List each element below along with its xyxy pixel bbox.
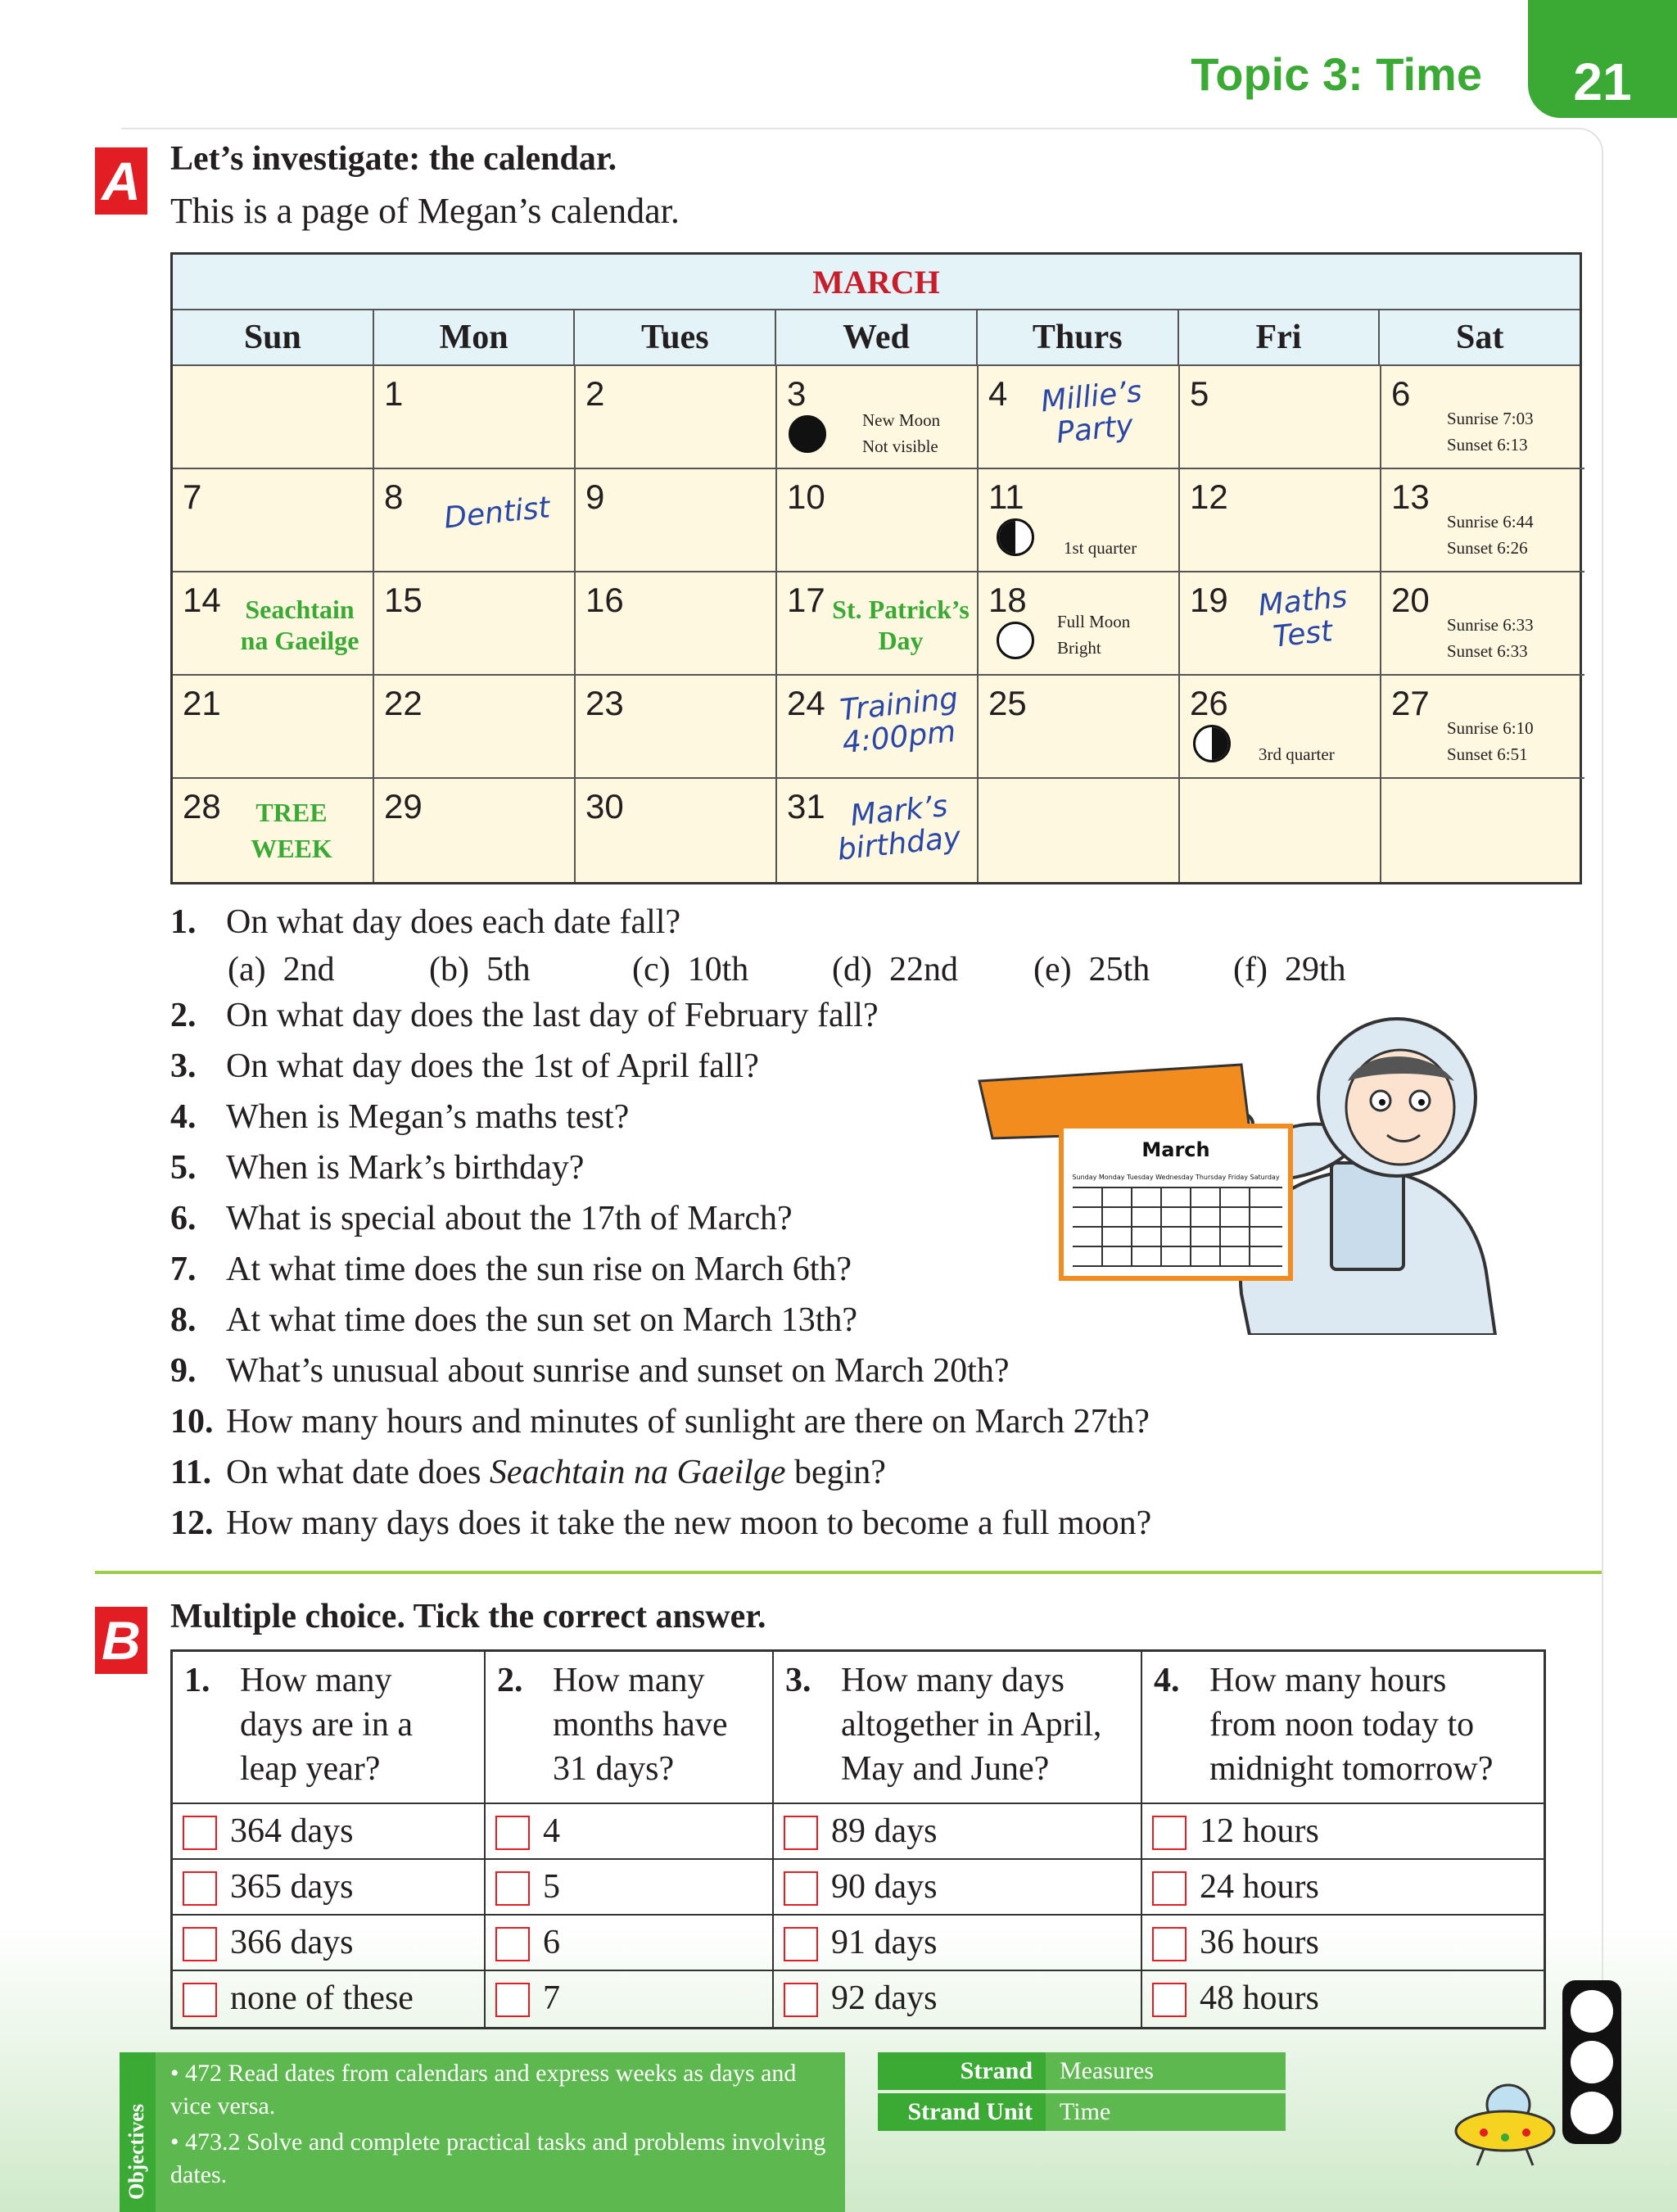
calendar-cell <box>1180 469 1381 572</box>
question-text: At what time does the sun set on March 13th? <box>226 1301 858 1339</box>
tick-box[interactable] <box>183 1927 217 1961</box>
multiple-choice-table <box>170 1649 1546 2029</box>
date-number: 13 <box>1391 477 1430 516</box>
question-number: 3. <box>170 1047 197 1085</box>
tick-box[interactable] <box>495 1816 530 1850</box>
mc-option[interactable] <box>1142 1804 1544 1860</box>
mc-question-prompt <box>486 1652 772 1804</box>
strand-unit-row <box>878 2093 1286 2131</box>
mc-option-label: 6 <box>543 1924 560 1961</box>
calendar-cell-empty <box>173 366 374 469</box>
sub-part-label: (c) <box>632 951 671 988</box>
calendar-cell <box>374 779 576 882</box>
calendar-cell <box>1180 366 1381 469</box>
sunset-note: Sunset 6:26 <box>1447 538 1528 558</box>
question-number: 4. <box>170 1098 197 1136</box>
objectives-label: Objectives <box>124 2104 148 2200</box>
sub-part-c <box>632 950 748 989</box>
tick-box[interactable] <box>1152 1983 1187 2017</box>
date-number: 2 <box>585 374 605 413</box>
objective-item: • 472 Read dates from calendars and express weeks as days and vice versa. <box>170 2060 797 2119</box>
question-number: 7. <box>170 1251 197 1288</box>
question-text: How many hours and minutes of sunlight are there on March 27th? <box>226 1403 1150 1441</box>
mc-option[interactable] <box>486 1804 772 1860</box>
mc-question-text <box>240 1658 479 1791</box>
date-number: 10 <box>787 477 825 516</box>
objective-item: • 473.2 Solve and complete practical tasks and problems involving dates. <box>170 2128 826 2188</box>
calendar-cell <box>1381 572 1584 676</box>
calendar-cell-empty <box>979 779 1180 882</box>
calendar-cell <box>173 779 374 882</box>
question-9 <box>170 1351 1009 1391</box>
maths-test-note-line2: Test <box>1271 614 1335 654</box>
full-moon-label: Full Moon <box>1057 612 1131 631</box>
calendar-cell <box>979 572 1180 676</box>
page-number: 21 <box>1573 52 1632 111</box>
question-text: On what day does each date fall? <box>226 903 681 941</box>
question-10 <box>170 1402 1150 1441</box>
ufo-icon <box>1451 2064 1557 2187</box>
question-6 <box>170 1199 793 1238</box>
section-b-title: Multiple choice. Tick the correct answer. <box>170 1598 766 1635</box>
sub-part-label: (b) <box>429 951 469 988</box>
training-note-line2: 4:00pm <box>840 714 958 761</box>
calendar-cell <box>1381 469 1584 572</box>
tick-box[interactable] <box>784 1871 818 1906</box>
question-number: 1. <box>170 903 197 941</box>
weekday-wed: Wed <box>776 310 978 364</box>
mc-question-line: 31 days? <box>553 1750 675 1788</box>
question-3 <box>170 1047 759 1086</box>
mc-question-number: 1. <box>184 1662 210 1699</box>
tick-box[interactable] <box>495 1871 530 1906</box>
mc-option[interactable] <box>173 1860 484 1916</box>
date-number: 16 <box>585 581 624 619</box>
calendar-cell <box>173 572 374 676</box>
mc-question-text <box>553 1658 767 1791</box>
mc-option[interactable] <box>774 1971 1141 2027</box>
date-number: 3 <box>787 374 807 413</box>
st-patricks-note-line2: Day <box>878 626 924 655</box>
mc-question-line: How many <box>553 1662 705 1699</box>
tick-box[interactable] <box>1152 1927 1187 1961</box>
calendar-cell <box>374 469 576 572</box>
question-number: 12. <box>170 1504 214 1542</box>
mc-question-prompt <box>173 1652 484 1804</box>
sunset-note: Sunset 6:13 <box>1447 435 1528 455</box>
mc-question-line: days are in a <box>240 1706 414 1744</box>
sub-part-label: (d) <box>832 951 872 988</box>
calendar-cell <box>1180 676 1381 779</box>
calendar-weekdays <box>173 310 1580 366</box>
third-quarter-moon-icon <box>1193 725 1231 762</box>
calendar-cell <box>979 366 1180 469</box>
question-12 <box>170 1504 1151 1543</box>
maths-test-note-line1: Maths <box>1256 580 1349 623</box>
mc-option-label: 5 <box>543 1868 560 1906</box>
calendar-cell <box>576 366 777 469</box>
sub-part-value: 29th <box>1284 951 1346 988</box>
calendar-cell <box>374 676 576 779</box>
sunrise-note: Sunrise 6:33 <box>1447 615 1534 635</box>
date-number: 12 <box>1190 477 1228 516</box>
sunrise-note: Sunrise 6:10 <box>1447 718 1534 738</box>
tick-box[interactable] <box>183 1871 217 1906</box>
date-number: 20 <box>1391 581 1430 619</box>
mc-question-line: midnight tomorrow? <box>1209 1750 1494 1788</box>
weekday-fri: Fri <box>1179 310 1381 364</box>
calendar-cell <box>1381 366 1584 469</box>
date-number: 25 <box>988 684 1027 722</box>
astronaut-illustration <box>971 1016 1561 1335</box>
date-number: 9 <box>585 477 605 516</box>
traffic-light-middle[interactable] <box>1571 2041 1613 2083</box>
question-2 <box>170 996 879 1035</box>
mc-option[interactable] <box>486 1971 772 2027</box>
sub-part-label: (a) <box>228 951 266 988</box>
full-moon-note: Bright <box>1057 638 1101 658</box>
calendar-cell <box>777 676 979 779</box>
date-number: 15 <box>384 581 423 619</box>
question-number: 5. <box>170 1149 197 1187</box>
question-11 <box>170 1453 886 1492</box>
date-number: 26 <box>1190 684 1228 722</box>
question-number: 8. <box>170 1301 197 1339</box>
dentist-note: Dentist <box>442 491 552 536</box>
mc-option[interactable] <box>774 1860 1141 1916</box>
date-number: 29 <box>384 787 423 826</box>
question-number: 9. <box>170 1352 197 1390</box>
tick-box[interactable] <box>495 1983 530 2017</box>
question-number: 6. <box>170 1200 197 1237</box>
mc-question-2 <box>486 1652 774 2027</box>
first-quarter-moon-icon <box>997 518 1034 556</box>
strand-value: Measures <box>1060 2057 1154 2084</box>
mc-question-line: May and June? <box>841 1750 1050 1788</box>
date-number: 4 <box>988 374 1008 413</box>
calendar-cell <box>1381 676 1584 779</box>
date-number: 27 <box>1391 684 1430 722</box>
question-text-italic: Seachtain na Gaeilge <box>489 1454 786 1491</box>
traffic-light-bottom[interactable] <box>1571 2092 1613 2134</box>
tick-box[interactable] <box>784 1927 818 1961</box>
tick-box[interactable] <box>1152 1871 1187 1906</box>
calendar-cell <box>1180 572 1381 676</box>
calendar-cell-empty <box>1180 779 1381 882</box>
mc-option-label: 89 days <box>831 1812 938 1850</box>
sunrise-note: Sunrise 6:44 <box>1447 512 1534 532</box>
calendar-grid <box>173 366 1580 882</box>
date-number: 24 <box>787 684 825 722</box>
sub-part-value: 22nd <box>888 951 958 988</box>
question-7 <box>170 1250 852 1289</box>
calendar-cell-empty <box>1381 779 1584 882</box>
seachtain-note-line1: Seachtain <box>245 595 355 624</box>
question-4 <box>170 1097 629 1137</box>
new-moon-label: New Moon <box>862 410 941 430</box>
tick-box[interactable] <box>1152 1816 1187 1850</box>
st-patricks-note-line1: St. Patrick’s <box>832 595 970 624</box>
sub-part-e <box>1033 950 1150 989</box>
mc-option-label: 365 days <box>230 1868 354 1906</box>
mc-option[interactable] <box>173 1971 484 2027</box>
mc-option[interactable] <box>486 1916 772 1971</box>
date-number: 14 <box>183 581 221 619</box>
strand-row <box>878 2052 1286 2090</box>
mc-question-number: 2. <box>497 1662 523 1699</box>
sub-part-value: 5th <box>486 951 531 988</box>
third-quarter-label: 3rd quarter <box>1259 744 1335 764</box>
mc-option-label: none of these <box>230 1979 414 2017</box>
calendar-cell <box>777 779 979 882</box>
date-number: 8 <box>384 477 404 516</box>
tick-box[interactable] <box>183 1816 217 1850</box>
question-5 <box>170 1148 584 1187</box>
new-moon-icon <box>789 415 826 453</box>
calendar-cell <box>979 469 1180 572</box>
sub-part-a <box>228 950 335 989</box>
calendar-month: MARCH <box>173 255 1580 310</box>
mc-option-label: 366 days <box>230 1924 354 1961</box>
sub-part-label: (e) <box>1033 951 1072 988</box>
question-text: On what day does the 1st of April fall? <box>226 1047 759 1085</box>
mc-question-4 <box>1142 1652 1544 2027</box>
tick-box[interactable] <box>495 1927 530 1961</box>
calendar-cell <box>374 366 576 469</box>
mc-question-line: months have <box>553 1706 728 1744</box>
section-b-badge: B <box>95 1607 147 1674</box>
date-number: 7 <box>183 477 202 516</box>
first-quarter-label: 1st quarter <box>1064 538 1137 558</box>
calendar-cell <box>576 469 777 572</box>
new-moon-note: Not visible <box>862 437 938 456</box>
date-number: 18 <box>988 581 1027 619</box>
weekday-sun: Sun <box>173 310 374 364</box>
mc-question-line: How many <box>240 1662 392 1699</box>
date-number: 1 <box>384 374 404 413</box>
section-divider <box>95 1571 1602 1574</box>
calendar-cell <box>374 572 576 676</box>
mc-option-label: 36 hours <box>1200 1924 1319 1961</box>
page-number-tab <box>1528 0 1677 118</box>
mc-question-3 <box>774 1652 1142 2027</box>
date-number: 21 <box>183 684 221 722</box>
date-number: 31 <box>787 787 825 826</box>
question-number: 2. <box>170 997 197 1034</box>
weekday-sat: Sat <box>1455 319 1504 356</box>
sub-part-d <box>832 950 958 989</box>
sub-part-value: 25th <box>1088 951 1150 988</box>
question-text: What’s unusual about sunrise and sunset on March 20th? <box>226 1352 1010 1390</box>
calendar-cell <box>576 779 777 882</box>
question-text: How many days does it take the new moon to become a full moon? <box>226 1504 1152 1542</box>
question-text: When is Megan’s maths test? <box>226 1098 630 1136</box>
date-number: 6 <box>1391 374 1411 413</box>
tick-box[interactable] <box>183 1983 217 2017</box>
tree-week-note-line2: WEEK <box>251 834 332 863</box>
mc-option-label: 24 hours <box>1200 1868 1319 1906</box>
date-number: 17 <box>787 581 825 619</box>
mini-calendar-days: Sunday Monday Tuesday Wednesday Thursday Friday Saturday <box>1072 1174 1280 1181</box>
calendar-cell <box>777 366 979 469</box>
mc-question-line: from noon today to <box>1209 1706 1475 1744</box>
mc-option-label: 90 days <box>831 1868 938 1906</box>
mc-question-prompt <box>774 1652 1141 1804</box>
question-number: 11. <box>170 1454 212 1491</box>
sunset-note: Sunset 6:51 <box>1447 744 1528 764</box>
mc-option[interactable] <box>774 1916 1141 1971</box>
traffic-light-top[interactable] <box>1571 1990 1613 2033</box>
calendar-cell <box>777 469 979 572</box>
date-number: 22 <box>384 684 423 722</box>
sub-part-label: (f) <box>1233 951 1268 988</box>
question-8 <box>170 1301 857 1340</box>
mc-question-line: altogether in April, <box>841 1706 1102 1744</box>
question-text: What is special about the 17th of March? <box>226 1200 793 1237</box>
full-moon-icon <box>997 622 1034 659</box>
section-a-badge: A <box>95 147 147 215</box>
mc-option-label: 12 hours <box>1200 1812 1319 1850</box>
calendar-cell <box>777 572 979 676</box>
question-number: 10. <box>170 1403 214 1441</box>
strand-label: Strand <box>878 2052 1046 2090</box>
topic-title: Topic 3: Time <box>1191 48 1482 100</box>
sub-part-value: 2nd <box>283 951 335 988</box>
date-number: 5 <box>1190 374 1209 413</box>
mc-option[interactable] <box>173 1804 484 1860</box>
astronaut-backpack <box>1331 1163 1404 1269</box>
mc-option-label: 4 <box>543 1812 560 1850</box>
section-a-title: Let’s investigate: the calendar. <box>170 140 617 178</box>
calendar <box>170 252 1582 884</box>
question-text: When is Mark’s birthday? <box>226 1149 585 1187</box>
objectives-panel <box>120 2052 845 2212</box>
mc-option-label: 48 hours <box>1200 1979 1319 2017</box>
calendar-cell <box>576 676 777 779</box>
mc-question-text <box>841 1658 1136 1791</box>
mini-calendar-title: March <box>1141 1138 1210 1161</box>
date-number: 30 <box>585 787 624 826</box>
question-text: begin? <box>785 1454 886 1491</box>
mc-option[interactable] <box>1142 1860 1544 1916</box>
training-note-line1: Training <box>838 681 960 728</box>
mc-question-prompt <box>1142 1652 1544 1804</box>
mc-option-label: 7 <box>543 1979 560 2017</box>
marks-birthday-note-line1: Mark’s <box>848 789 950 834</box>
mc-option[interactable] <box>486 1860 772 1916</box>
mc-question-line: How many days <box>841 1662 1065 1699</box>
tick-box[interactable] <box>784 1816 818 1850</box>
date-number: 23 <box>585 684 624 722</box>
mc-option[interactable] <box>1142 1971 1544 2027</box>
mc-option-label: 91 days <box>831 1924 938 1961</box>
date-number: 11 <box>988 477 1024 516</box>
weekday-thurs: Thurs <box>978 310 1179 364</box>
sub-part-value: 10th <box>687 951 749 988</box>
date-number: 19 <box>1190 581 1228 619</box>
question-text: On what day does the last day of February fall? <box>226 997 879 1034</box>
mc-question-line: leap year? <box>240 1750 381 1788</box>
strand-unit-value: Time <box>1060 2098 1111 2125</box>
sunrise-note: Sunrise 7:03 <box>1447 409 1534 428</box>
mc-question-line: How many hours <box>1209 1662 1447 1699</box>
date-number: 28 <box>183 787 221 826</box>
tree-week-note-line1: TREE <box>255 798 328 827</box>
sunset-note: Sunset 6:33 <box>1447 641 1528 661</box>
strand-unit-label: Strand Unit <box>878 2093 1046 2131</box>
calendar-cell <box>173 676 374 779</box>
calendar-cell <box>173 469 374 572</box>
question-1 <box>170 902 680 942</box>
mc-question-number: 3. <box>785 1662 811 1699</box>
traffic-light-icon <box>1562 1980 1621 2144</box>
mc-option[interactable] <box>173 1916 484 1971</box>
mc-question-1 <box>173 1652 486 2027</box>
sub-part-f <box>1233 950 1346 989</box>
mc-question-text <box>1209 1658 1539 1791</box>
tick-box[interactable] <box>784 1983 818 2017</box>
mc-option[interactable] <box>1142 1916 1544 1971</box>
mc-option-label: 364 days <box>230 1812 354 1850</box>
marks-birthday-note-line2: birthday <box>835 821 963 867</box>
section-a-intro: This is a page of Megan’s calendar. <box>170 191 680 231</box>
mc-option-label: 92 days <box>831 1979 938 2017</box>
mc-option[interactable] <box>774 1804 1141 1860</box>
calendar-cell <box>979 676 1180 779</box>
question-text: At what time does the sun rise on March 6th? <box>226 1251 852 1288</box>
weekday-tues: Tues <box>575 310 776 364</box>
sub-part-b <box>429 950 531 989</box>
mc-question-number: 4. <box>1154 1662 1180 1699</box>
seachtain-note-line2: na Gaeilge <box>240 626 359 655</box>
calendar-cell <box>576 572 777 676</box>
question-text: On what date does <box>226 1454 490 1491</box>
millies-party-note: Millie’s Party <box>1039 374 1144 450</box>
weekday-mon: Mon <box>374 310 576 364</box>
